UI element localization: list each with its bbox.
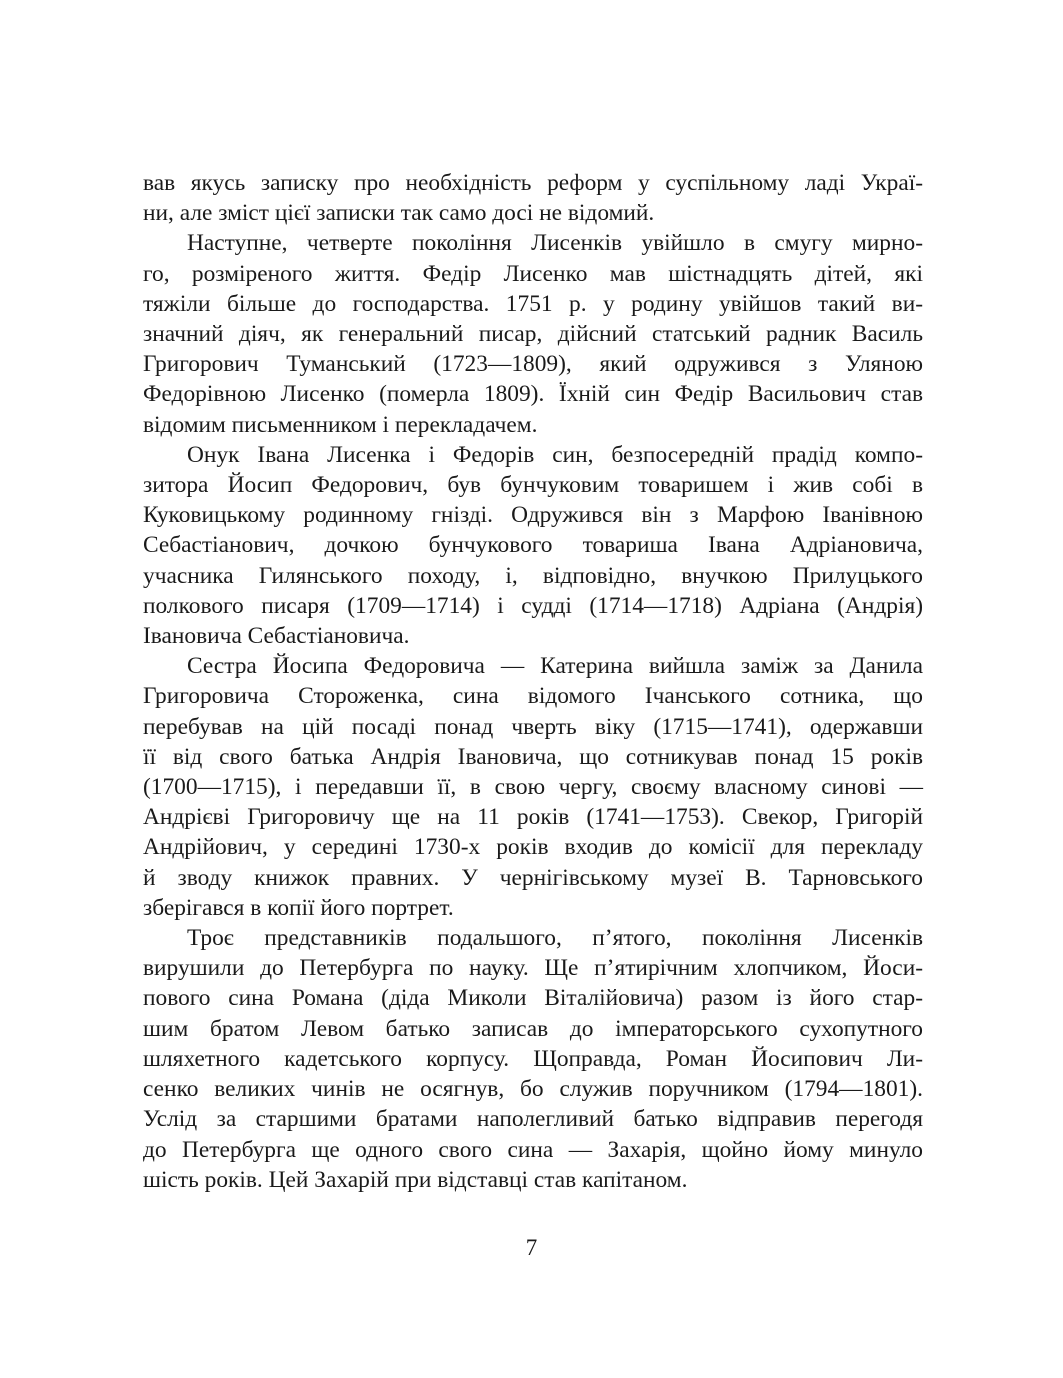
body-text [143, 168, 923, 1195]
text-line: вирушили до Петербурга по науку. Ще п’ятирічним хлопчиком, Йоси- [143, 955, 923, 982]
text-line: Куковицькому родинному гнізді. Одружився він з Марфою Іванівною [143, 502, 923, 529]
text-line: й зводу книжок правних. У чернігівському музеї В. Тарновського [143, 864, 923, 891]
paragraph-1 [143, 168, 923, 228]
text-line: Григорович Туманський (1723—1809), який одружився з Уляною [143, 351, 923, 378]
text-line: сенко великих чинів не осягнув, бо служив поручником (1794—1801). [143, 1076, 923, 1103]
paragraph-4 [143, 651, 923, 923]
text-line: зберігався в копії його портрет. [143, 894, 454, 921]
text-line: Григоровича Стороженка, сина відомого Ічанського сотника, що [143, 683, 923, 710]
text-line: учасника Гилянського походу, і, відповідно, внучкою Прилуцького [143, 562, 923, 589]
paragraph-3 [143, 440, 923, 651]
text-line: значний діяч, як генеральний писар, дійсний статський радник Василь [143, 321, 923, 348]
text-line: Андрійович, у середині 1730-х років входив до комісії для перекладу [143, 834, 923, 861]
text-line: до Петербурга ще одного свого сина — Захарія, щойно йому минуло [143, 1136, 923, 1163]
text-line: Сестра Йосипа Федоровича — Катерина вийшла заміж за Данила [187, 653, 923, 680]
text-line: перебував на цій посаді понад чверть віку (1715—1741), одержавши [143, 713, 923, 740]
text-line: Наступне, четверте покоління Лисенків увійшло в смугу мирно- [187, 230, 923, 257]
text-line: пового сина Романа (діда Миколи Віталійовича) разом із його стар- [143, 985, 923, 1012]
paragraph-2 [143, 228, 923, 439]
text-line: вав якусь записку про необхідність реформ у суспільному ладі Украї- [143, 170, 923, 196]
text-line: зитора Йосип Федорович, був бунчуковим товаришем і жив собі в [143, 472, 923, 499]
text-line: відомим письменником і перекладачем. [143, 411, 538, 438]
text-line: тяжіли більше до господарства. 1751 р. у родину увійшов такий ви- [143, 290, 923, 317]
text-line: Онук Івана Лисенка і Федорів син, безпосередній прадід компо- [187, 441, 923, 468]
text-line: полкового писаря (1709—1714) і судді (1714—1718) Адріана (Андрія) [143, 592, 923, 619]
text-line: (1700—1715), і передавши її, в свою чергу, своєму власному синові — [143, 774, 923, 801]
page-number: 7 [525, 1235, 538, 1260]
text-line: Федорівною Лисенко (померла 1809). Їхній син Федір Васильович став [143, 381, 923, 408]
text-line: Андрієві Григоровичу ще на 11 років (1741—1753). Свекор, Григорій [143, 804, 923, 831]
text-line: шим братом Левом батько записав до імператорського сухопутного [143, 1015, 923, 1042]
text-line: її від свого батька Андрія Івановича, що сотникував понад 15 років [143, 743, 923, 770]
text-line: Троє представників подальшого, п’ятого, покоління Лисенків [187, 925, 923, 952]
text-line: Услід за старшими братами наполегливий батько відправив перегодя [143, 1106, 923, 1133]
text-line: шляхетного кадетського корпусу. Щоправда, Роман Йосипович Ли- [143, 1045, 923, 1072]
text-line: Івановича Себастіановича. [143, 623, 410, 650]
text-line: ни, але зміст цієї записки так само досі не відомий. [143, 200, 655, 227]
text-line: шість років. Цей Захарій при відставці став капітаном. [143, 1166, 688, 1193]
text-line: го, розміреного життя. Федір Лисенко мав шістнадцять дітей, які [143, 260, 923, 287]
paragraph-5 [143, 923, 923, 1195]
text-line: Себастіанович, дочкою бунчукового товариша Івана Адріановича, [143, 532, 923, 559]
